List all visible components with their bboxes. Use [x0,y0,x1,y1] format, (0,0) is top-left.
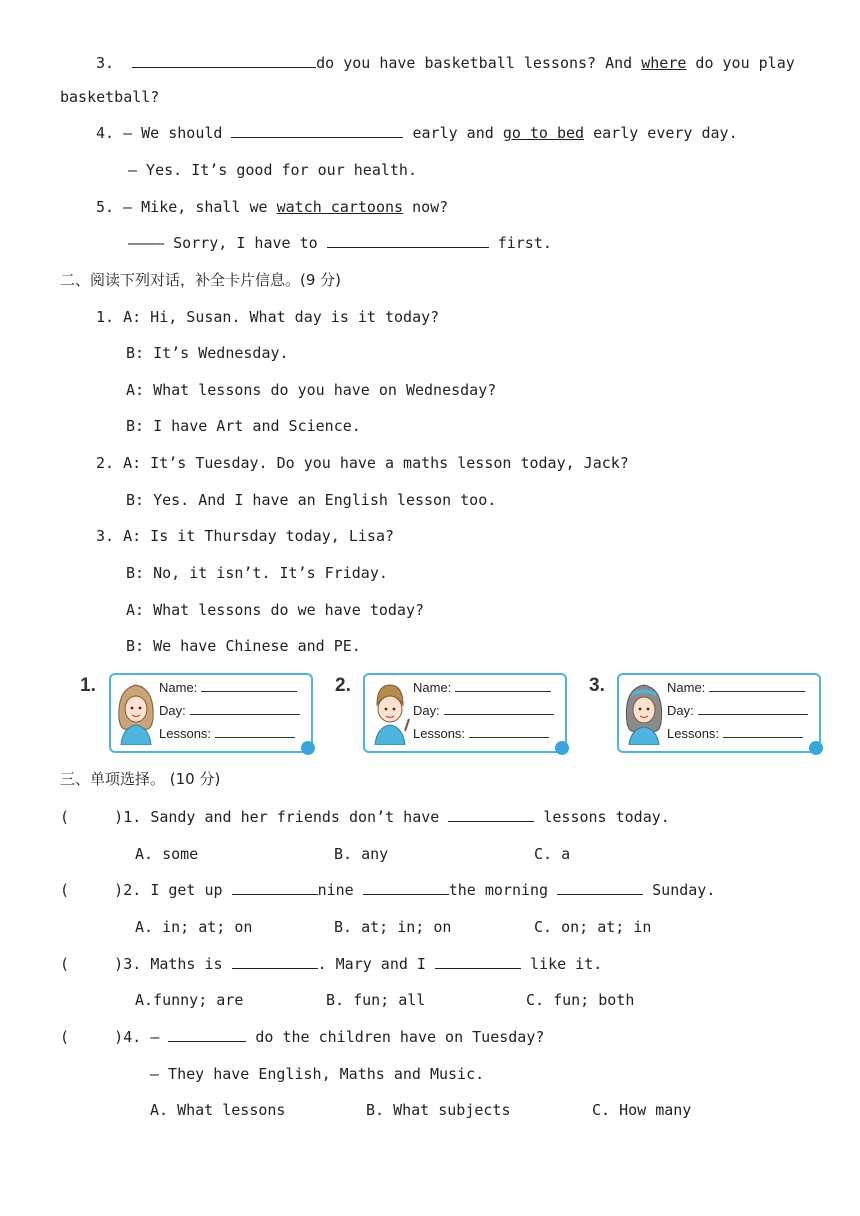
name-blank[interactable] [455,679,551,692]
q5-line1 [96,197,448,217]
question-text: Maths is [150,955,223,973]
lessons-label: Lessons: [159,726,212,741]
day-label: Day: [413,703,440,718]
question-text-end: lessons today. [543,808,670,826]
apple-icon [809,741,823,755]
girl-avatar-icon [623,679,665,745]
lessons-blank[interactable] [215,725,295,738]
card-2-lessons-field [413,725,549,741]
dialog-1-line-3: A: What lessons do you have on Wednesday? [126,381,497,399]
lessons-label: Lessons: [413,726,466,741]
answer-paren[interactable]: ( ) [60,1028,124,1046]
q5-underlined-phrase: watch cartoons [276,198,404,216]
q3-line1 [96,53,795,73]
card-3-number: 3. [589,675,605,696]
q5-text-post: now? [412,198,449,216]
q3-line2: basketball? [60,88,160,106]
q3-blank[interactable] [132,53,316,68]
mcq-3-stem [60,954,602,974]
lessons-label: Lessons: [667,726,720,741]
mcq-1-option-c[interactable]: C. a [534,845,571,863]
q5-line2 [128,233,552,253]
q4-line1 [96,123,738,143]
dialog-line: A: Is it Thursday today, Lisa? [123,527,395,545]
dialog-3-line-1 [96,526,394,546]
mcq-3-option-a[interactable]: A.funny; are [135,991,244,1009]
day-label: Day: [159,703,186,718]
answer-paren[interactable]: ( ) [60,808,124,826]
card-1-number: 1. [80,675,96,696]
name-blank[interactable] [201,679,297,692]
mcq-1-option-b[interactable]: B. any [334,845,389,863]
card-1-lessons-field [159,725,295,741]
q5-blank[interactable] [327,233,489,248]
boy-avatar-icon [369,679,411,745]
q3-underlined-word: where [641,54,687,72]
dialog-line: A: It’s Tuesday. Do you have a maths lesson today, Jack? [123,454,629,472]
dialog-1-line-4: B: I have Art and Science. [126,417,361,435]
question-text-3: the morning [448,881,549,899]
mcq-3-option-c[interactable]: C. fun; both [526,991,635,1009]
card-2-name-field [413,679,551,695]
mcq-4-option-c[interactable]: C. How many [592,1101,692,1119]
mcq-2-blank-3 [557,880,643,895]
card-2-day-field [413,702,554,718]
dialog-line: A: Hi, Susan. What day is it today? [123,308,440,326]
q4-underlined-phrase: go to bed [502,124,585,142]
name-label: Name: [667,680,706,695]
mcq-2-option-a[interactable]: A. in; at; on [135,918,253,936]
question-number: 3. [123,955,142,973]
dialog-2-number: 2. [96,454,115,472]
mcq-2-option-b[interactable]: B. at; in; on [334,918,452,936]
dash: — [150,1028,160,1046]
card-1-name-field [159,679,297,695]
q4-text: — We should [123,124,223,142]
answer-paren[interactable]: ( ) [60,881,124,899]
question-number: 2. [123,881,142,899]
dialog-1-line-1 [96,307,439,327]
q5-text: — Mike, shall we [123,198,268,216]
mcq-4-option-b[interactable]: B. What subjects [366,1101,511,1119]
info-card-3 [617,673,821,753]
girl-avatar-icon [115,679,157,745]
name-label: Name: [413,680,452,695]
lessons-blank[interactable] [723,725,803,738]
card-3-day-field [667,702,808,718]
day-label: Day: [667,703,694,718]
q4-text-post: early every day. [593,124,738,142]
part3-heading: 三、单项选择。 (10 分) [60,770,221,788]
mcq-4-blank [168,1027,246,1042]
mcq-3-option-b[interactable]: B. fun; all [326,991,426,1009]
question-number: 1. [123,808,142,826]
name-label: Name: [159,680,198,695]
card-1-day-field [159,702,300,718]
mcq-1-option-a[interactable]: A. some [135,845,199,863]
card-3-lessons-field [667,725,803,741]
q3-number: 3. [96,54,115,72]
answer-paren[interactable]: ( ) [60,955,124,973]
dialog-3-line-2: B: No, it isn’t. It’s Friday. [126,564,388,582]
mcq-4-option-a[interactable]: A. What lessons [150,1101,286,1119]
q4-line2: — Yes. It’s good for our health. [128,161,417,179]
mcq-3-blank-1 [232,954,318,969]
apple-icon [555,741,569,755]
lessons-blank[interactable] [469,725,549,738]
question-text-4: Sunday. [652,881,716,899]
q5-answer-text: ———— Sorry, I have to [128,234,318,252]
q4-text-mid: early and [412,124,494,142]
q3-text: do you have basketball lessons? And [316,54,633,72]
q5-number: 5. [96,198,115,216]
mcq-2-blank-2 [363,880,449,895]
dialog-2-line-1 [96,453,629,473]
question-text-2: nine [317,881,354,899]
dialog-3-line-3: A: What lessons do we have today? [126,601,425,619]
q5-answer-post: first. [497,234,552,252]
q4-number: 4. [96,124,115,142]
mcq-2-stem [60,880,715,900]
dialog-3-number: 3. [96,527,115,545]
mcq-2-blank-1 [232,880,318,895]
question-text: do the children have on Tuesday? [255,1028,545,1046]
dialog-1-line-2: B: It’s Wednesday. [126,344,289,362]
card-2-number: 2. [335,675,351,696]
info-card-2 [363,673,567,753]
part2-heading: 二、阅读下列对话，补全卡片信息。(9 分) [60,271,342,289]
day-blank[interactable] [444,702,554,715]
question-text: I get up [150,881,223,899]
question-text: Sandy and her friends don’t have [150,808,440,826]
q3-text-2: do you play [695,54,795,72]
apple-icon [301,741,315,755]
mcq-4-line2: — They have English, Maths and Music. [150,1065,485,1083]
mcq-4-stem [60,1027,544,1047]
question-text-2: . Mary and I [317,955,426,973]
mcq-2-option-c[interactable]: C. on; at; in [534,918,652,936]
name-blank[interactable] [709,679,805,692]
day-blank[interactable] [698,702,808,715]
mcq-1-blank [448,807,534,822]
question-number: 4. [123,1028,142,1046]
dialog-2-line-2: B: Yes. And I have an English lesson too. [126,491,497,509]
dialog-1-number: 1. [96,308,115,326]
q4-blank[interactable] [231,123,403,138]
card-3-name-field [667,679,805,695]
info-card-1 [109,673,313,753]
day-blank[interactable] [190,702,300,715]
question-text-3: like it. [530,955,603,973]
mcq-3-blank-2 [435,954,521,969]
mcq-1-stem [60,807,670,827]
dialog-3-line-4: B: We have Chinese and PE. [126,637,361,655]
